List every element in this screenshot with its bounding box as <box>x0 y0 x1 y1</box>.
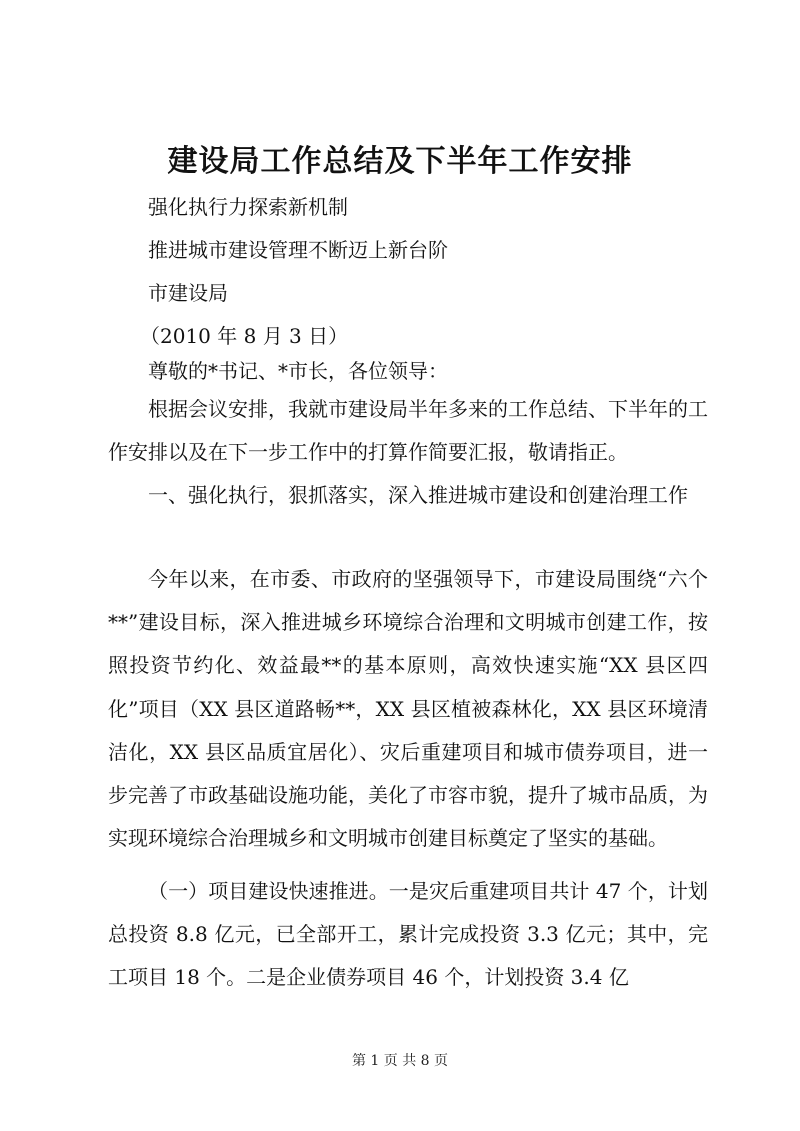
subtitle-line-1: 强化执行力探索新机制 <box>148 195 348 219</box>
date-line: （2010 年 8 月 3 日） <box>140 324 349 348</box>
section-heading-1: 一、强化执行，狠抓落实，深入推进城市建设和创建治理工作 <box>148 483 688 508</box>
intro-paragraph: 根据会议安排，我就市建设局半年多来的工作总结、下半年的工作安排以及在下一步工作中的打算作简要汇报，敬请指正。 <box>108 397 708 465</box>
projects-paragraph: （一）项目建设快速推进。一是灾后重建项目共计 47 个，计划总投资 8.8 亿元，已全部开工，累计完成投资 3.3 亿元；其中，完工项目 18 个。二是企业债券项目 46 个，计划投资 3.4 亿 <box>108 879 708 990</box>
projects-block <box>108 870 708 1000</box>
main-block <box>108 558 708 860</box>
issuer-line: 市建设局 <box>148 281 228 305</box>
intro-block <box>108 388 708 518</box>
main-paragraph: 今年以来，在市委、市政府的坚强领导下，市建设局围绕“六个**”建设目标，深入推进城乡环境综合治理和文明城市创建工作，按照投资节约化、效益最**的基本原则，高效快速实施“XX 县区四化”项目（XX 县区道路畅**，XX 县区植被森林化，XX 县区环境清洁化，XX 县区品质宜居化）、灾后重建项目和城市债券项目，进一步完善了市政基础设施功能，美化了市容市貌，提升了城市品质，为实现环境综合治理城乡和文明城市创建目标奠定了坚实的基础。 <box>108 567 708 851</box>
document-title: 建设局工作总结及下半年工作安排 <box>167 144 633 179</box>
subtitle-line-2: 推进城市建设管理不断迈上新台阶 <box>148 238 448 262</box>
page-footer: 第 1 页 共 8 页 <box>351 1053 449 1069</box>
salutation-line: 尊敬的*书记、*市长，各位领导： <box>148 359 448 383</box>
